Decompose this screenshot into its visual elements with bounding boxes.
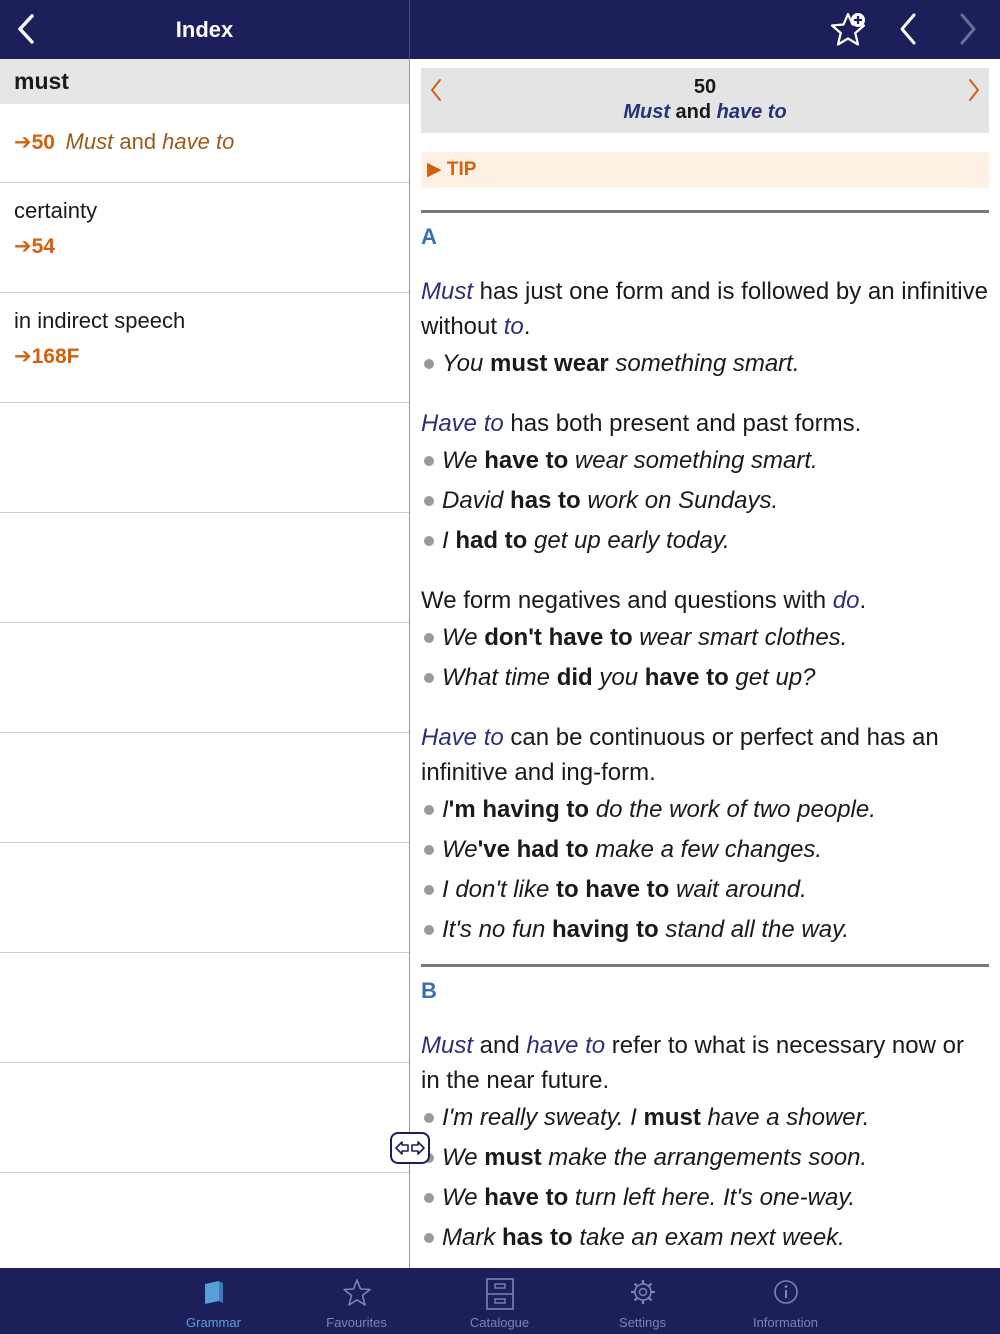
index-empty-row (0, 513, 409, 623)
tab-favourites[interactable] (285, 1268, 428, 1334)
cabinet-icon (485, 1278, 515, 1310)
example-sentence: We have to wear something smart. (421, 441, 989, 481)
example-sentence: We must make the arrangements soon. (421, 1138, 989, 1178)
tab-information[interactable] (714, 1268, 857, 1334)
explanation-paragraph: Have to has both present and past forms. (421, 410, 862, 437)
tab-label: Settings (619, 1315, 666, 1330)
next-unit-button[interactable] (952, 11, 984, 47)
header-divider (409, 0, 410, 59)
split-view-toggle[interactable] (390, 1132, 430, 1164)
index-entry[interactable] (0, 293, 409, 403)
index-entry[interactable] (0, 104, 409, 183)
chevron-right-icon (967, 78, 981, 102)
top-bar (0, 0, 1000, 59)
example-sentence: Mark has to take an exam next week. (421, 1218, 989, 1258)
unit-title: Must and have to (623, 101, 787, 123)
section-a-content (421, 274, 989, 950)
star-plus-icon (829, 9, 871, 51)
chevron-left-icon (429, 78, 443, 102)
index-entry-label: in indirect speech (14, 308, 186, 333)
section-rule (421, 210, 989, 213)
tab-label: Catalogue (469, 1315, 530, 1330)
example-sentence: We don't have to wear smart clothes. (421, 618, 989, 658)
section-letter-b: B (421, 978, 437, 1003)
example-sentence: We have to turn left here. It's one-way. (421, 1178, 989, 1218)
explanation-paragraph: We form negatives and questions with do. (421, 587, 867, 614)
tab-grammar[interactable] (142, 1268, 285, 1334)
example-sentence: We've had to make a few changes. (421, 830, 989, 870)
index-empty-row (0, 1173, 409, 1268)
unit-header (421, 68, 989, 133)
index-entry-ref: ➔168F (14, 345, 80, 368)
index-pane (0, 59, 409, 1268)
explanation-paragraph: Must and have to refer to what is necessary now or in the near future. (421, 1032, 964, 1094)
unit-next-button[interactable] (967, 78, 981, 107)
tab-label: Information (752, 1315, 819, 1330)
index-term-header: must (0, 59, 409, 104)
add-favourite-button[interactable] (828, 8, 872, 52)
double-arrow-icon (394, 1139, 426, 1157)
tab-label: Grammar (186, 1315, 241, 1330)
example-sentence: I don't like to have to wait around. (421, 870, 989, 910)
unit-number: 50 (693, 76, 717, 98)
star-icon (342, 1278, 372, 1308)
section-letter-a: A (421, 224, 437, 249)
index-empty-row (0, 403, 409, 513)
example-sentence: I'm having to do the work of two people. (421, 790, 989, 830)
index-entry-title: Must and have to (65, 129, 235, 154)
index-entry-label: certainty (14, 198, 98, 223)
tab-label: Favourites (326, 1315, 387, 1330)
example-sentence: It's no fun having to stand all the way. (421, 910, 989, 950)
tip-toggle[interactable]: ▶ TIP (421, 152, 989, 188)
chevron-right-icon (958, 12, 978, 46)
index-empty-row (0, 623, 409, 733)
tab-settings[interactable] (571, 1268, 714, 1334)
explanation-paragraph: Have to can be continuous or perfect and has an infinitive and ing-form. (421, 724, 939, 786)
tab-catalogue[interactable] (428, 1268, 571, 1334)
previous-unit-button[interactable] (892, 11, 924, 47)
index-entry-ref: ➔54 (14, 235, 55, 258)
index-empty-row (0, 733, 409, 843)
index-empty-row (0, 843, 409, 953)
index-empty-row (0, 1063, 409, 1173)
unit-pane (410, 59, 1000, 1268)
index-entry-ref: ➔50 (14, 131, 55, 154)
section-rule (421, 964, 989, 967)
index-empty-row (0, 953, 409, 1063)
chevron-left-icon (898, 12, 918, 46)
gear-icon (629, 1278, 657, 1306)
index-entry[interactable] (0, 183, 409, 293)
unit-prev-button[interactable] (429, 78, 443, 107)
example-sentence: You must wear something smart. (421, 344, 989, 384)
book-icon (201, 1278, 227, 1306)
explanation-paragraph: Must has just one form and is followed by an infinitive without to. (421, 278, 988, 340)
page-title: Index (175, 17, 234, 42)
info-icon (772, 1278, 800, 1306)
section-b-content (421, 1028, 989, 1258)
example-sentence: I had to get up early today. (421, 521, 989, 561)
example-sentence: I'm really sweaty. I must have a shower. (421, 1098, 989, 1138)
example-sentence: David has to work on Sundays. (421, 481, 989, 521)
example-sentence: What time did you have to get up? (421, 658, 989, 698)
tab-bar (0, 1268, 1000, 1334)
